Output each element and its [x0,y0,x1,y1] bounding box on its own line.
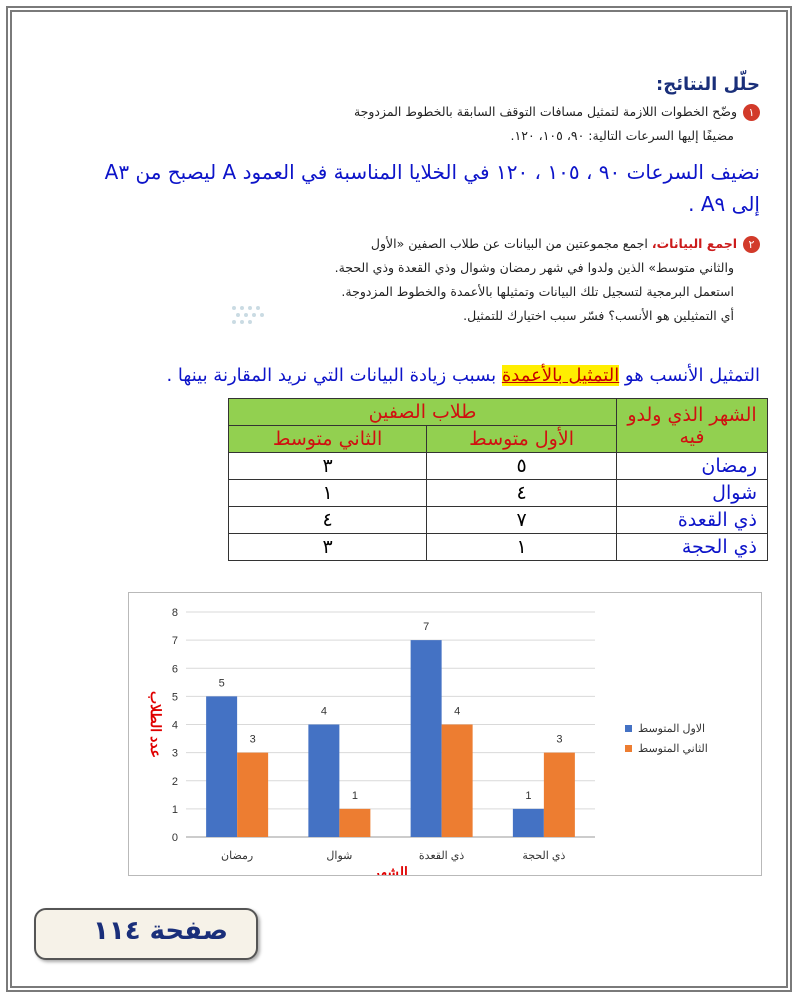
table-row [229,453,768,480]
month-cell: شوال [617,480,768,507]
data-label: 1 [351,789,358,802]
x-tick-label: ذي القعدة [418,850,465,862]
y-tick-label: 6 [171,663,178,676]
y-tick-label: 8 [171,607,178,619]
x-tick-label: ذي الحجة [522,850,566,862]
month-header: الشهر الذي ولدو فيه [617,399,768,453]
second-grade-cell: ٤ [229,507,427,534]
data-label: 1 [525,789,532,802]
page-number-box [34,908,258,960]
data-label: 4 [320,705,327,718]
legend-swatch [625,725,632,732]
question-2-line-3: استعمل البرمجية لتسجيل تلك البيانات وتمثيلها بالأعمدة والخطوط المزدوجة. [341,284,734,299]
bar-chart [129,593,761,875]
birth-month-table [228,398,768,561]
bar [206,696,237,837]
first-grade-header: الأول متوسط [427,426,617,453]
legend-label: الاول المتوسط [638,723,706,735]
data-label: 5 [218,677,225,690]
y-tick-label: 1 [171,803,178,816]
y-tick-label: 7 [171,635,178,648]
second-grade-cell: ٣ [229,534,427,561]
x-axis-title: الشهر [373,864,408,875]
question-2-line-1 [371,236,760,253]
page-number: صفحة ١١٤ [92,916,228,946]
bar [308,725,339,838]
second-grade-cell: ١ [229,480,427,507]
first-grade-cell: ٧ [427,507,617,534]
second-grade-header: الثاني متوسط [229,426,427,453]
month-cell: رمضان [617,453,768,480]
question-2-line-2: والثاني متوسط» الذين ولدوا في شهر رمضان وشوال وذي القعدة وذي الحجة. [334,260,734,275]
y-axis-title: عدد الطلاب [148,691,164,758]
data-label: 3 [556,733,563,746]
bar [411,640,442,837]
question-2-text: اجمع مجموعتين من البيانات عن طلاب الصفين «الأول [370,236,648,251]
bar-chart-container [128,592,762,876]
second-grade-cell: ٣ [229,453,427,480]
question-1-text: وضّح الخطوات اللازمة لتمثيل مسافات التوقف السابقة بالخطوط المزدوجة [353,104,737,119]
answer-1 [40,156,760,220]
x-tick-label: رمضان [221,850,254,862]
y-tick-label: 3 [171,747,178,760]
answer-1-line-1: نضيف السرعات ٩٠ ، ١٠٥ ، ١٢٠ في الخلايا المناسبة في العمود A ليصبح من A٣ [104,160,760,184]
y-tick-label: 0 [171,832,178,844]
legend-label: الثاني المتوسط [638,743,708,755]
y-tick-label: 2 [171,775,178,788]
bar [237,753,268,837]
bar [513,809,544,837]
y-tick-label: 5 [171,691,178,704]
x-tick-label: شوال [326,850,353,862]
answer-1-line-2: إلى A٩ . [688,192,760,216]
bar [339,809,370,837]
answer-2-after: بسبب زيادة البيانات التي نريد المقارنة بينها . [166,365,502,386]
first-grade-cell: ٤ [427,480,617,507]
month-cell: ذي الحجة [617,534,768,561]
group-header: طلاب الصفين [229,399,617,426]
first-grade-cell: ١ [427,534,617,561]
table-row [229,534,768,561]
legend-swatch [625,745,632,752]
question-1-line-1 [354,104,760,121]
question-1-line-2: مضيفًا إليها السرعات التالية: ٩٠، ١٠٥، ١٢٠. [510,128,734,143]
question-2-label: اجمع البيانات، [651,236,737,251]
data-label: 3 [249,733,256,746]
table-row [229,480,768,507]
data-label: 4 [454,705,461,718]
month-cell: ذي القعدة [617,507,768,534]
answer-2-highlight: التمثيل بالأعمدة [501,365,620,386]
answer-2-before: التمثيل الأنسب هو [619,365,760,386]
question-2-number: ٢ [743,236,760,253]
question-1-number: ١ [743,104,760,121]
y-tick-label: 4 [171,719,178,732]
data-label: 7 [423,621,430,634]
bar [544,753,575,837]
bar [442,725,473,838]
first-grade-cell: ٥ [427,453,617,480]
table-row [229,507,768,534]
watermark-logo [226,300,274,340]
section-title: حلّل النتائج: [656,74,760,95]
question-2-line-4: أي التمثيلين هو الأنسب؟ فسّر سبب اختيارك للتمثيل. [463,308,734,323]
answer-2 [40,360,760,392]
